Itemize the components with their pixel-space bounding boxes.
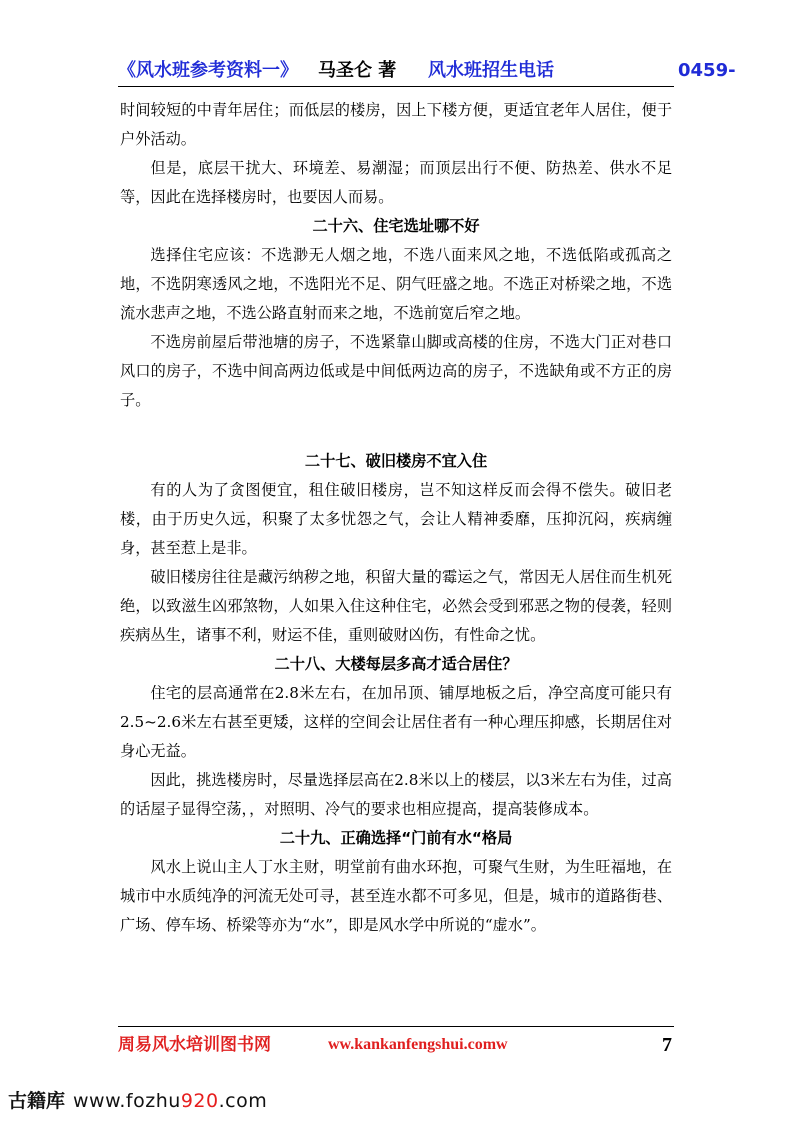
page-footer xyxy=(118,1033,678,1057)
watermark-url-suffix: .com xyxy=(218,1090,268,1112)
body-paragraph: 选择住宅应该：不选渺无人烟之地，不选八面来风之地，不选低陷或孤高之地，不选阴寒透风之地，不选阳光不足、阴气旺盛之地。不选正对桥梁之地，不选流水悲声之地，不选公路直射而来之地，不选前宽后窄之地。 xyxy=(120,246,672,322)
watermark-name: 古籍库 xyxy=(8,1090,66,1112)
section-spacer xyxy=(120,415,672,447)
body-paragraph: 但是，底层干扰大、环境差、易潮湿；而顶层出行不便、防热差、供水不足等，因此在选择楼房时，也要因人而易。 xyxy=(120,159,672,206)
section-heading: 二十六、住宅选址哪不好 xyxy=(312,217,480,235)
document-body xyxy=(120,96,672,940)
section-heading: 二十九、正确选择“门前有水“格局 xyxy=(279,829,513,847)
footer-url: ww.kankanfengshui.comw xyxy=(328,1036,508,1053)
section-heading: 二十七、破旧楼房不宜入住 xyxy=(304,452,488,470)
page-header xyxy=(118,58,736,84)
body-paragraph: 风水上说山主人丁水主财，明堂前有曲水环抱，可聚气生财，为生旺福地，在城市中水质纯净的河流无处可寻，甚至连水都不可多见，但是，城市的道路街巷、广场、停车场、桥梁等亦为“水”，即是风水学中所说的“虚水”。 xyxy=(120,858,672,934)
watermark-url-prefix: www.fozhu xyxy=(73,1090,181,1112)
body-paragraph: 时间较短的中青年居住；而低层的楼房，因上下楼方便，更适宜老年人居住，便于户外活动。 xyxy=(120,101,672,148)
watermark-url-number: 920 xyxy=(180,1090,219,1112)
header-author: 马圣仑 著 xyxy=(318,60,397,81)
header-divider xyxy=(118,86,674,87)
header-phone-label: 风水班招生电话 xyxy=(428,60,554,81)
body-paragraph: 住宅的层高通常在2.8米左右，在加吊顶、铺厚地板之后，净空高度可能只有2.5~2.6米左右甚至更矮，这样的空间会让居住者有一种心理压抑感，长期居住对身心无益。 xyxy=(120,684,672,760)
body-paragraph: 有的人为了贪图便宜，租住破旧楼房，岂不知这样反而会得不偿失。破旧老楼，由于历史久远，积聚了太多忧怨之气，会让人精神委靡，压抑沉闷，疾病缠身，甚至惹上是非。 xyxy=(120,481,672,557)
footer-divider xyxy=(118,1026,674,1027)
watermark-url xyxy=(73,1090,267,1112)
footer-site-name: 周易风水培训图书网 xyxy=(118,1035,271,1055)
page-number: 7 xyxy=(662,1034,672,1056)
body-paragraph: 破旧楼房往往是藏污纳秽之地，积留大量的霉运之气，常因无人居住而生机死绝，以致滋生凶邪煞物，人如果入住这种住宅，必然会受到邪恶之物的侵袭，轻则疾病丛生，诸事不利，财运不佳，重则破财凶伤，有性命之忧。 xyxy=(120,568,672,644)
body-paragraph: 不选房前屋后带池塘的房子，不选紧靠山脚或高楼的住房，不选大门正对巷口风口的房子，不选中间高两边低或是中间低两边高的房子，不选缺角或不方正的房子。 xyxy=(120,333,672,409)
header-title: 《风水班参考资料一》 xyxy=(118,60,298,81)
header-phone: 0459- xyxy=(678,60,736,81)
watermark xyxy=(8,1087,267,1115)
section-heading: 二十八、大楼每层多高才适合居住？ xyxy=(274,655,518,673)
body-paragraph: 因此，挑选楼房时，尽量选择层高在2.8米以上的楼层，以3米左右为佳，过高的话屋子显得空荡，，对照明、冷气的要求也相应提高，提高装修成本。 xyxy=(120,771,672,818)
